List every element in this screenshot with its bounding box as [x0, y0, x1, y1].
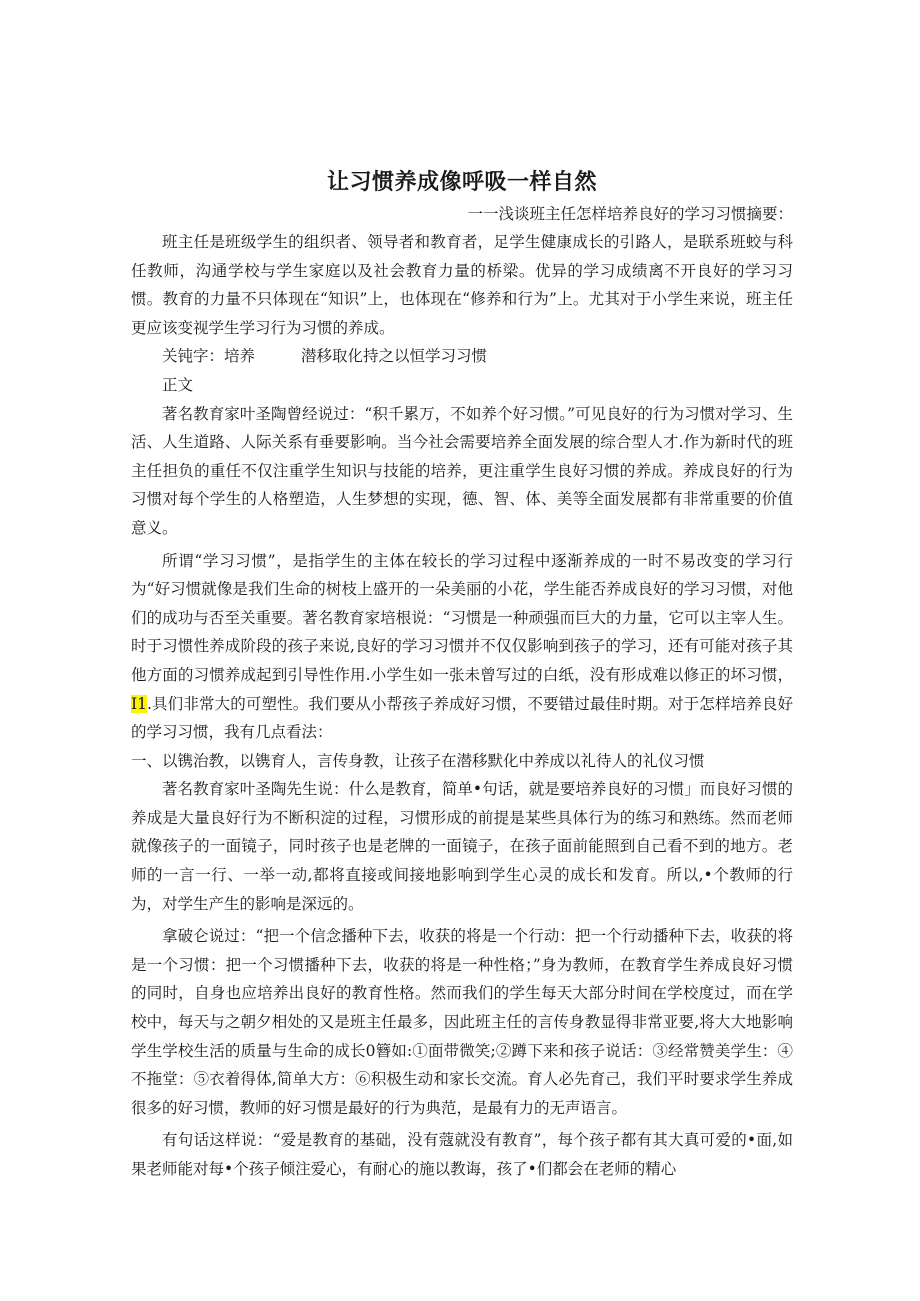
document-subtitle: 一一浅谈班主任怎样培养良好的学习习惯摘要：: [467, 205, 793, 223]
paragraph-2-text-a: 所谓“学习习惯”，是指学生的主体在较长的学习过程中逐渐养成的一时不易改变的学习行为“好习惯就像是我们生命的树枝上盛开的一朵美丽的小花，学生能否养成良好的学习习惯，对他们的成功与否至关重要。著名教育家培根说：“习惯是一种顽强而巨大的力量，它可以主宰人生。时于习惯性养成阶段的孩子来说,良好的学习习惯并不仅仅影响到孩子的学习，还有可能对孩子其他方面的习惯养成起到引导性作用.小学生如一张未曾写过的白纸，没有形成难以修正的坏习惯，: [131, 551, 793, 684]
body-label: 正文: [162, 375, 194, 394]
keywords-label: 关钝字：培养: [162, 347, 256, 366]
document-page: [131, 166, 793, 1184]
body-paragraph-4: 拿破仑说过：“把一个信念播种下去，收获的将是一个行动：把一个行动播种下去，收获的将是一个习惯：把一个习惯播种下去，收获的将是一种性格；”身为教师，在教育学生养成良好习惯的同时，自身也应培养出良好的教育性格。然而我们的学生每天大部分时间在学校度过，而在学校中，每天与之朝夕相处的又是班主任最多，因此班主任的言传身教显得非常亚要,将大大地影响学生学校生活的质量与生命的成长0簪如:①面带微笑;②蹲下来和孩子说话：③经常赞美学生：④不拖堂：⑤衣着得体,简单大方：⑥积极生动和家长交流。育人必先育己，我们平时要求学生养成很多的好习惯，教师的好习惯是最好的行为典范，是最有力的无声语言。: [131, 927, 793, 1117]
highlighted-text: I1: [131, 694, 147, 713]
abstract-paragraph: 班主任是班级学生的组织者、领导者和教育者，足学生健康成长的引路人，是联系班蛟与科任教师，沟通学校与学生家庭以及社会教育力量的桥梁。优异的学习成绩离不开良好的学习习惯。教育的力量不只体现在“知识”上，也体现在“修养和行为”上。尤其对于小学生来说，班主任更应该变视学生学习行为习惯的养成。: [131, 233, 793, 337]
paragraph-2-text-b: .具们非常大的可塑性。我们要从小帮孩子养成好习惯，不要错过最佳时期。对于怎样培养良好的学习习惯，我有几点看法：: [131, 694, 793, 742]
document-title: 让习惯养成像呼吸一样自然: [326, 170, 597, 195]
body-paragraph-5: 有句话这样说：“爱是教育的基础，没有蔻就没有教育”，每个孩子都有其大真可爱的•面,如果老师能对每•个孩子倾注爱心，有耐心的施以教诲，孩了•们都会在老师的精心: [131, 1131, 793, 1178]
body-paragraph-1: 著名教育家叶圣陶曾经说过：“积千累万，不如养个好习惯。”可见良好的行为习惯对学习、生活、人生道路、人际关系有垂要影响。当今社会需要培养全面发展的综合型人才.作为新时代的班主任担负的重任不仅注重学生知识与技能的培养，更注重学生良好习惯的养成。养成良好的行为习惯对每个学生的人格塑造，人生梦想的实现，德、智、体、美等全面发展都有非常重要的价值意义。: [131, 404, 793, 537]
keywords-list: 潜移取化持之以恒学习习惯: [301, 347, 488, 366]
section-1-heading: 一、以镌治教，以镌育人，言传身教，让孩子在潜移默化中养成以礼待人的礼仪习惯: [131, 751, 705, 770]
keywords-line: [131, 342, 793, 371]
body-paragraph-3: 著名教育家叶圣陶先生说：什么是教育，简单•句话，就是要培养良好的习惯」而良好习惯的养成是大量良好行为不断积淀的过程，习惯形成的前提是某些具体行为的练习和熟练。然而老师就像孩子的一面镜子，同时孩子也是老牌的一面镜子，在孩子面前能照到自己看不到的地方。老师的一言一行、一举一动,都将直接或间接地影响到学生心灵的成长和发育。所以,•个教师的行为，对学生产生的影响是深远的。: [131, 780, 793, 913]
body-paragraph-2: [131, 547, 793, 747]
